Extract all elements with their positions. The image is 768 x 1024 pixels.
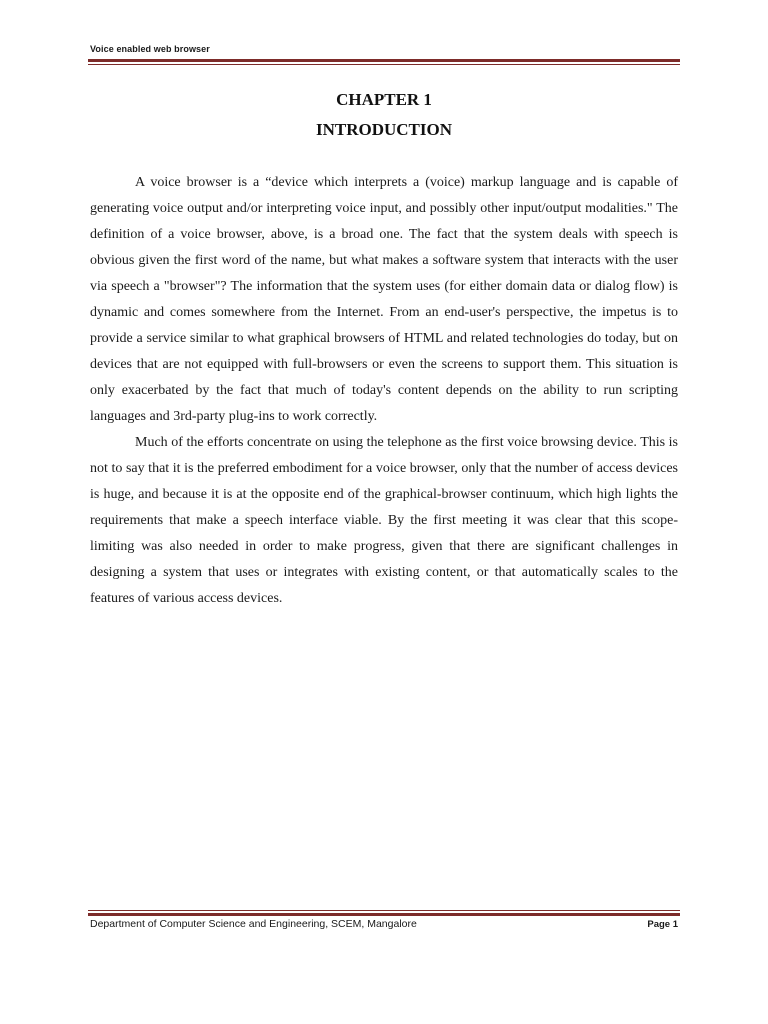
footer-rule — [88, 910, 680, 916]
footer-rule-thick — [88, 913, 680, 916]
footer-department: Department of Computer Science and Engineering, SCEM, Mangalore — [90, 918, 417, 930]
running-header: Voice enabled web browser — [90, 44, 210, 54]
body-text — [90, 170, 678, 612]
page-number: Page 1 — [647, 919, 678, 930]
chapter-number: CHAPTER 1 — [336, 90, 432, 109]
paragraph-1: A voice browser is a “device which interprets a (voice) markup language and is capable of generating voice output and/or interpreting voice input, and possibly other input/output modalities." The definition of a voice browser, above, is a broad one. The fact that the system deals with speech is obvious given the first word of the name, but what makes a software system that interacts with the user via speech a "browser"? The information that the system uses (for either domain data or dialog flow) is dynamic and comes somewhere from the Internet. From an end-user's perspective, the impetus is to provide a service similar to what graphical browsers of HTML and related technologies do today, but on devices that are not equipped with full-browsers or even the screens to support them. This situation is only exacerbated by the fact that much of today's content depends on the ability to run scripting languages and 3rd-party plug-ins to work correctly. — [90, 175, 678, 424]
chapter-title: INTRODUCTION — [315, 120, 453, 139]
header-rule-thick — [88, 59, 680, 62]
header-rule — [88, 59, 680, 65]
paragraph-2: Much of the efforts concentrate on using the telephone as the first voice browsing device. This is not to say that it is the preferred embodiment for a voice browser, only that the number of access devices is huge, and because it is at the opposite end of the graphical-browser continuum, which high lights the requirements that make a speech interface viable. By the first meeting it was clear that this scope-limiting was also needed in order to make progress, given that there are significant challenges in designing a system that uses or integrates with existing content, or that automatically scales to the features of various access devices. — [90, 435, 678, 606]
footer-rule-thin — [88, 910, 680, 911]
header-rule-thin — [88, 64, 680, 65]
